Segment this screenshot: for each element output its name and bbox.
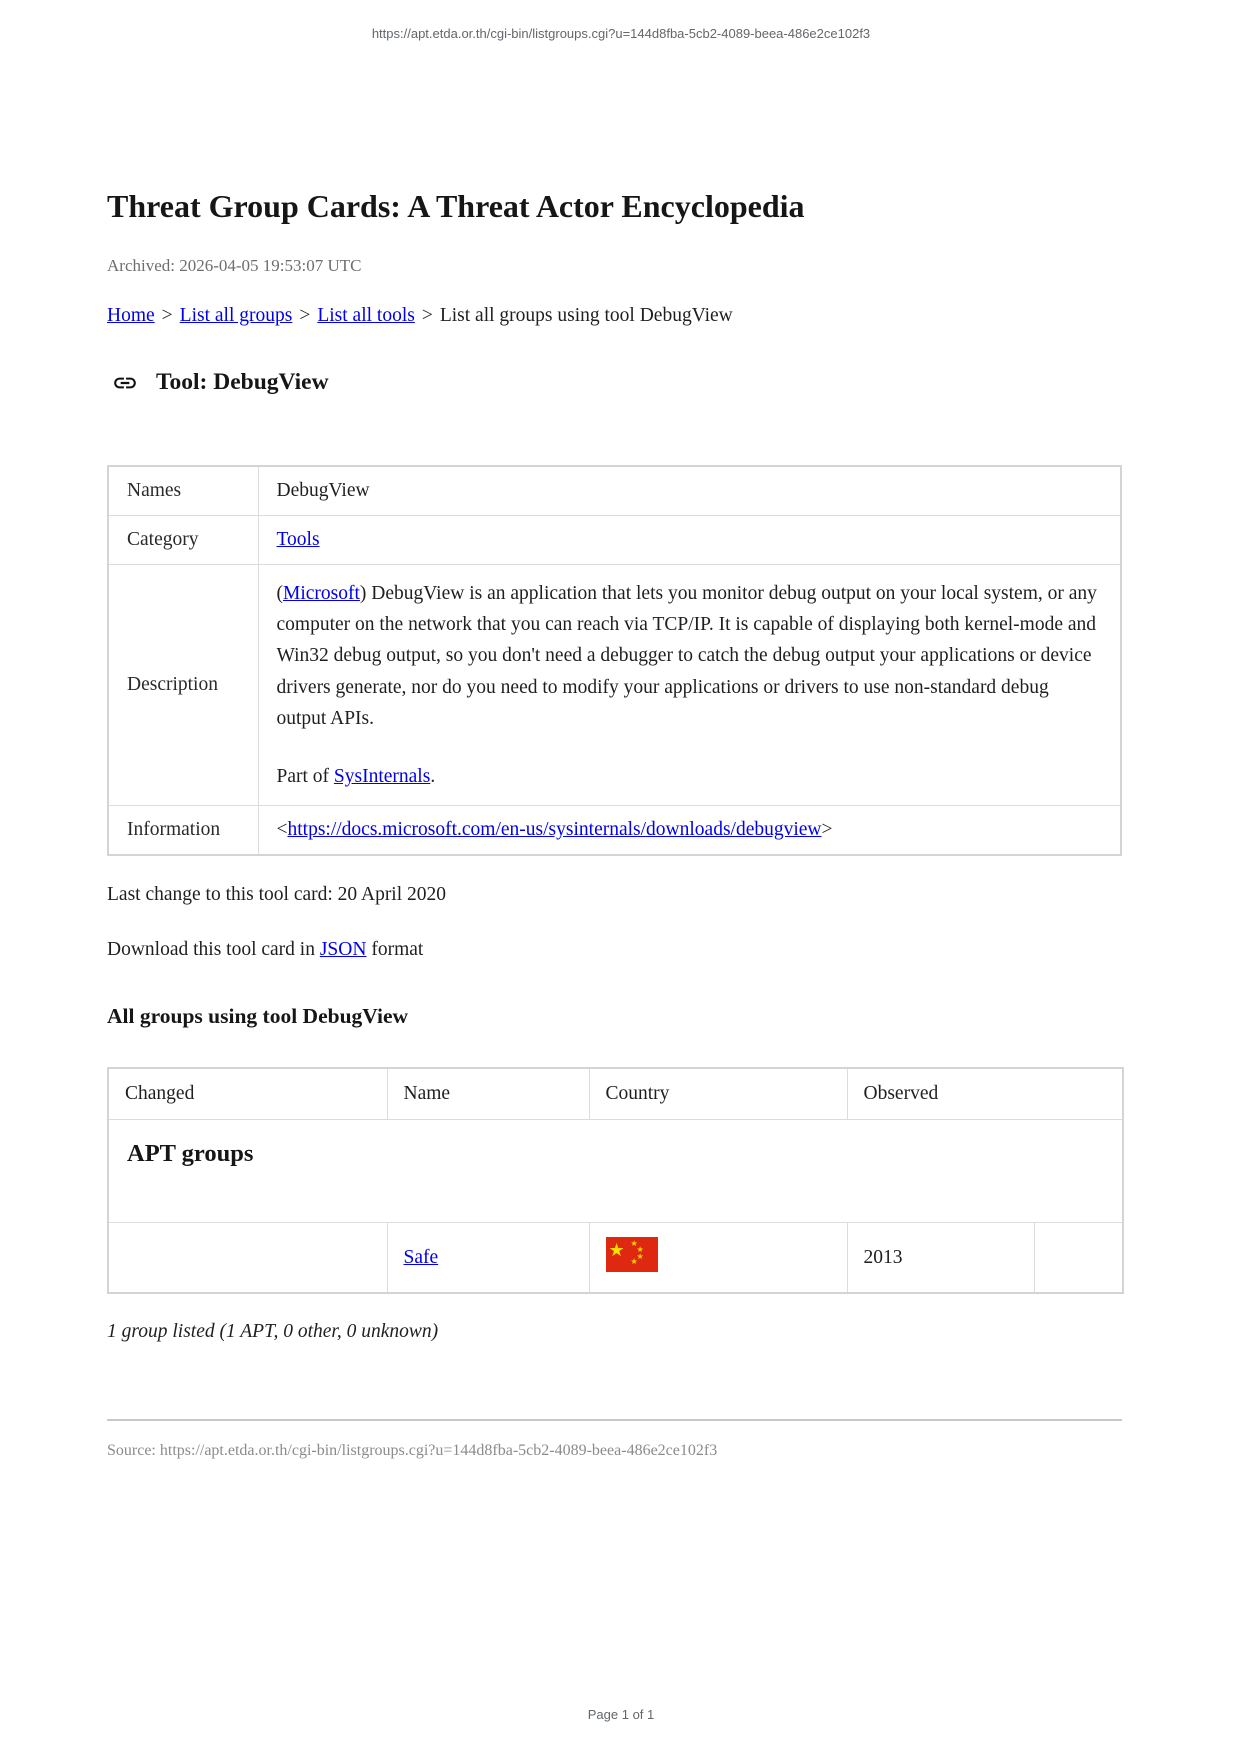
description-paragraph [277,578,1103,734]
group-safe-link[interactable]: Safe [403,1246,439,1268]
archived-timestamp: Archived: 2026-04-05 19:53:07 UTC [107,256,362,275]
microsoft-link[interactable]: Microsoft [283,583,360,604]
table-row-category [108,516,1121,565]
sysinternals-link[interactable]: SysInternals [333,765,431,787]
group-observed-cell: 2013 [847,1223,1034,1294]
apt-groups-section-cell [108,1120,1123,1223]
download-text: Download this tool card in [107,939,320,961]
apt-groups-heading: APT groups [127,1140,254,1168]
tool-heading [107,369,1122,396]
column-header-name: Name [387,1068,589,1120]
table-row-description [108,565,1121,806]
column-header-observed: Observed [847,1068,1123,1120]
apt-groups-section-row [108,1120,1123,1223]
category-value [258,516,1121,565]
chain-link-icon [107,370,143,396]
page-title: Threat Group Cards: A Threat Actor Encyclopedia [107,188,805,224]
description-text: ( [276,583,283,604]
table-row-names [108,466,1121,516]
group-changed-cell [108,1223,387,1294]
breadcrumb-home-link[interactable]: Home [107,305,155,326]
print-header-url: https://apt.etda.or.th/cgi-bin/listgroups.cgi?u=144d8fba-5cb2-4089-beea-486e2ce102f3 [371,26,871,41]
group-country-cell [589,1223,847,1294]
information-label: Information [108,806,258,856]
groups-summary: 1 group listed (1 APT, 0 other, 0 unknown) [107,1321,439,1343]
groups-table [107,1067,1124,1294]
tool-card-table [107,465,1122,856]
information-url-link[interactable]: https://docs.microsoft.com/en-us/sysinternals/downloads/debugview [287,819,822,841]
tool-heading-label: Tool: DebugView [156,369,329,395]
download-line [107,939,1122,961]
description-value [258,565,1121,806]
bracket-open: < [276,819,288,841]
print-footer: Page 1 of 1 [587,1707,655,1722]
breadcrumb-separator: > [299,305,311,326]
part-of-text: Part of [276,765,334,787]
information-value [258,806,1121,856]
category-tools-link[interactable]: Tools [276,529,320,550]
last-change-text: Last change to this tool card: 20 April 2020 [107,884,447,906]
page-content [107,0,1122,1460]
column-header-country: Country [589,1068,847,1120]
source-text: Source: https://apt.etda.or.th/cgi-bin/listgroups.cgi?u=144d8fba-5cb2-4089-beea-486e2ce102f3 [107,1442,718,1460]
breadcrumb-separator: > [161,305,173,326]
category-label: Category [108,516,258,565]
groups-header-row [108,1068,1123,1120]
breadcrumb-separator: > [421,305,433,326]
names-label: Names [108,466,258,516]
part-of-text: . [430,765,436,787]
breadcrumb-current: List all groups using tool DebugView [439,305,733,326]
group-row [108,1223,1123,1294]
group-empty-cell [1034,1223,1123,1294]
breadcrumb [107,305,1122,327]
download-text: format [366,939,424,961]
table-row-information [108,806,1121,856]
groups-heading: All groups using tool DebugView [107,1004,409,1029]
description-label: Description [108,565,258,806]
bracket-close: > [821,819,833,841]
part-of-paragraph [277,761,1103,792]
breadcrumb-list-all-groups-link[interactable]: List all groups [179,305,293,326]
divider [107,1419,1122,1421]
names-value: DebugView [258,466,1121,516]
column-header-changed: Changed [108,1068,387,1120]
group-name-cell [387,1223,589,1294]
json-download-link[interactable]: JSON [319,939,367,961]
china-flag-icon: ★ ★ ★ ★ ★ [606,1237,658,1272]
breadcrumb-list-all-tools-link[interactable]: List all tools [317,305,415,326]
description-text: ) DebugView is an application that lets you monitor debug output on your local system, or any computer on the network that you can reach via TCP/IP. It is capable of displaying both kernel-mode and Win32 debug output, so you don't need a debugger to catch the debug output your applications or device drivers generate, nor do you need to modify your applications or drivers to use non-standard debug output APIs. [276,583,1097,729]
